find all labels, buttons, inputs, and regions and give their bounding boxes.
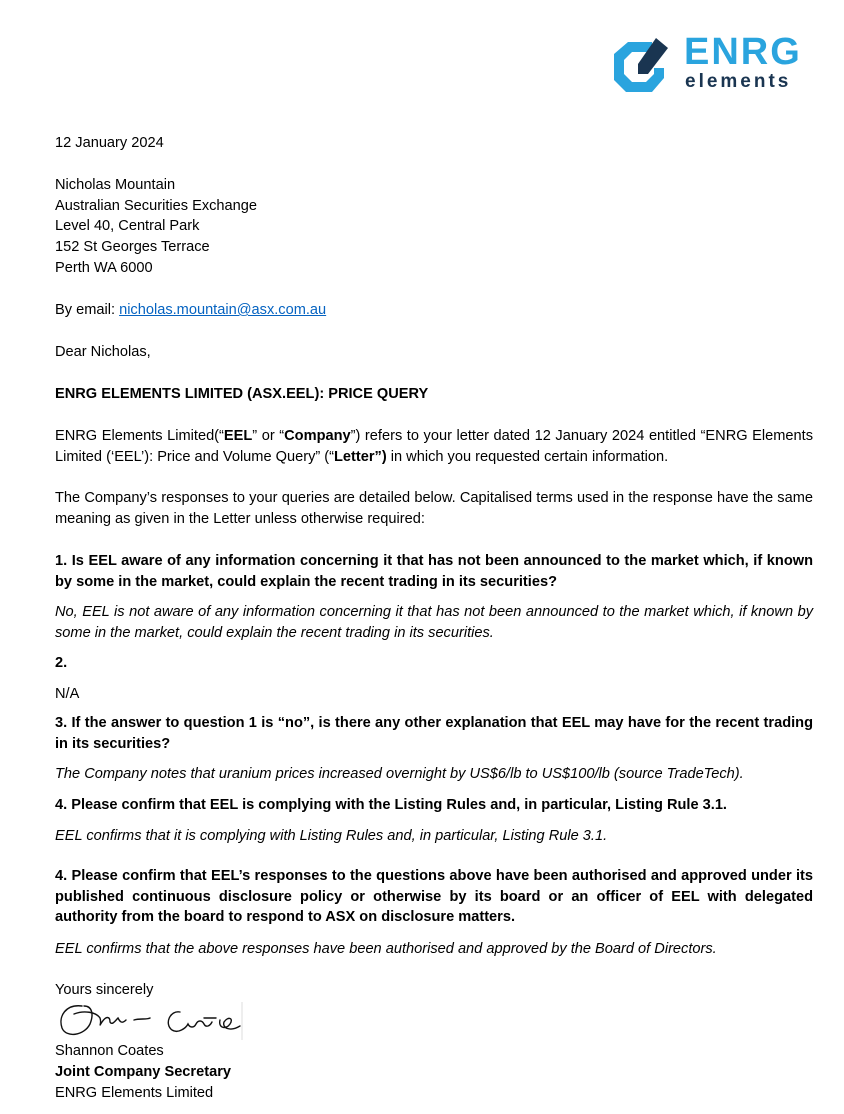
question-3: 3. If the answer to question 1 is “no”, is there any other explanation that EEL may have for the recent trading in its securities? [55, 715, 813, 752]
answer-3: The Company notes that uranium prices increased overnight by US$6/lb to US$100/lb (source TradeTech). [55, 766, 744, 782]
recipient-address-line: Level 40, Central Park [55, 218, 200, 234]
signer-title: Joint Company Secretary [55, 1064, 231, 1080]
recipient-street: 152 St Georges Terrace [55, 239, 210, 255]
letter-date: 12 January 2024 [55, 135, 164, 151]
question-1: 1. Is EEL aware of any information concerning it that has not been announced to the market which, if known by some in the market, could explain the recent trading in its securities? [55, 553, 813, 590]
closing: Yours sincerely [55, 982, 154, 998]
salutation: Dear Nicholas, [55, 344, 151, 360]
subject-heading: ENRG ELEMENTS LIMITED (ASX.EEL): PRICE QUERY [55, 386, 429, 402]
intro-defined-term: Letter”) [334, 448, 387, 465]
intro-defined-term: EEL [223, 428, 253, 444]
logo-subtitle: elements [685, 71, 792, 92]
logo-wordmark: ENRG [684, 31, 802, 73]
recipient-org: Australian Securities Exchange [55, 198, 257, 214]
signer-name: Shannon Coates [55, 1043, 164, 1059]
recipient-name: Nicholas Mountain [55, 177, 176, 193]
email-line [55, 300, 326, 320]
answer-4: EEL confirms that it is complying with Listing Rules and, in particular, Listing Rule 3.1. [55, 828, 608, 844]
answer-1: No, EEL is not aware of any information concerning it that has not been announced to the market which, if known by some in the market, could explain the recent trading in its securities. [55, 604, 813, 641]
email-link[interactable]: nicholas.mountain@asx.com.au [119, 302, 327, 318]
intro-defined-term: Company [284, 428, 351, 444]
answer-5: EEL confirms that the above responses have been authorised and approved by the Board of Directors. [55, 941, 717, 957]
question-2: 2. [55, 655, 68, 671]
question-4: 4. Please confirm that EEL is complying with the Listing Rules and, in particular, Listing Rule 3.1. [55, 797, 727, 813]
intro-text: ENRG Elements Limited(“ [55, 428, 224, 444]
responses-intro: The Company’s responses to your queries are detailed below. Capitalised terms used in the response have the same meaning as given in the Letter unless otherwise required: [55, 490, 813, 527]
answer-2: N/A [55, 686, 80, 702]
handwritten-signature [54, 998, 254, 1042]
recipient-city: Perth WA 6000 [55, 260, 153, 276]
company-logo [612, 32, 822, 96]
signer-company: ENRG Elements Limited [55, 1085, 214, 1101]
intro-text: ” or “ [252, 428, 285, 444]
intro-paragraph [55, 426, 813, 467]
logo-mark-icon [612, 34, 672, 94]
question-5: 4. Please confirm that EEL’s responses to the questions above have been authorised and approved under its published continuous disclosure policy or otherwise by its board or an officer of EEL with delegated authority from the board to respond to ASX on disclosure matters. [55, 868, 813, 926]
email-label: By email: [55, 302, 120, 318]
intro-text: in which you requested certain information. [386, 448, 669, 465]
intro-text: ”) refers to your letter dated 12 January 2024 entitled “ENRG Elements Limited (‘EEL’): Price and Volume Query” (“ [55, 428, 813, 465]
